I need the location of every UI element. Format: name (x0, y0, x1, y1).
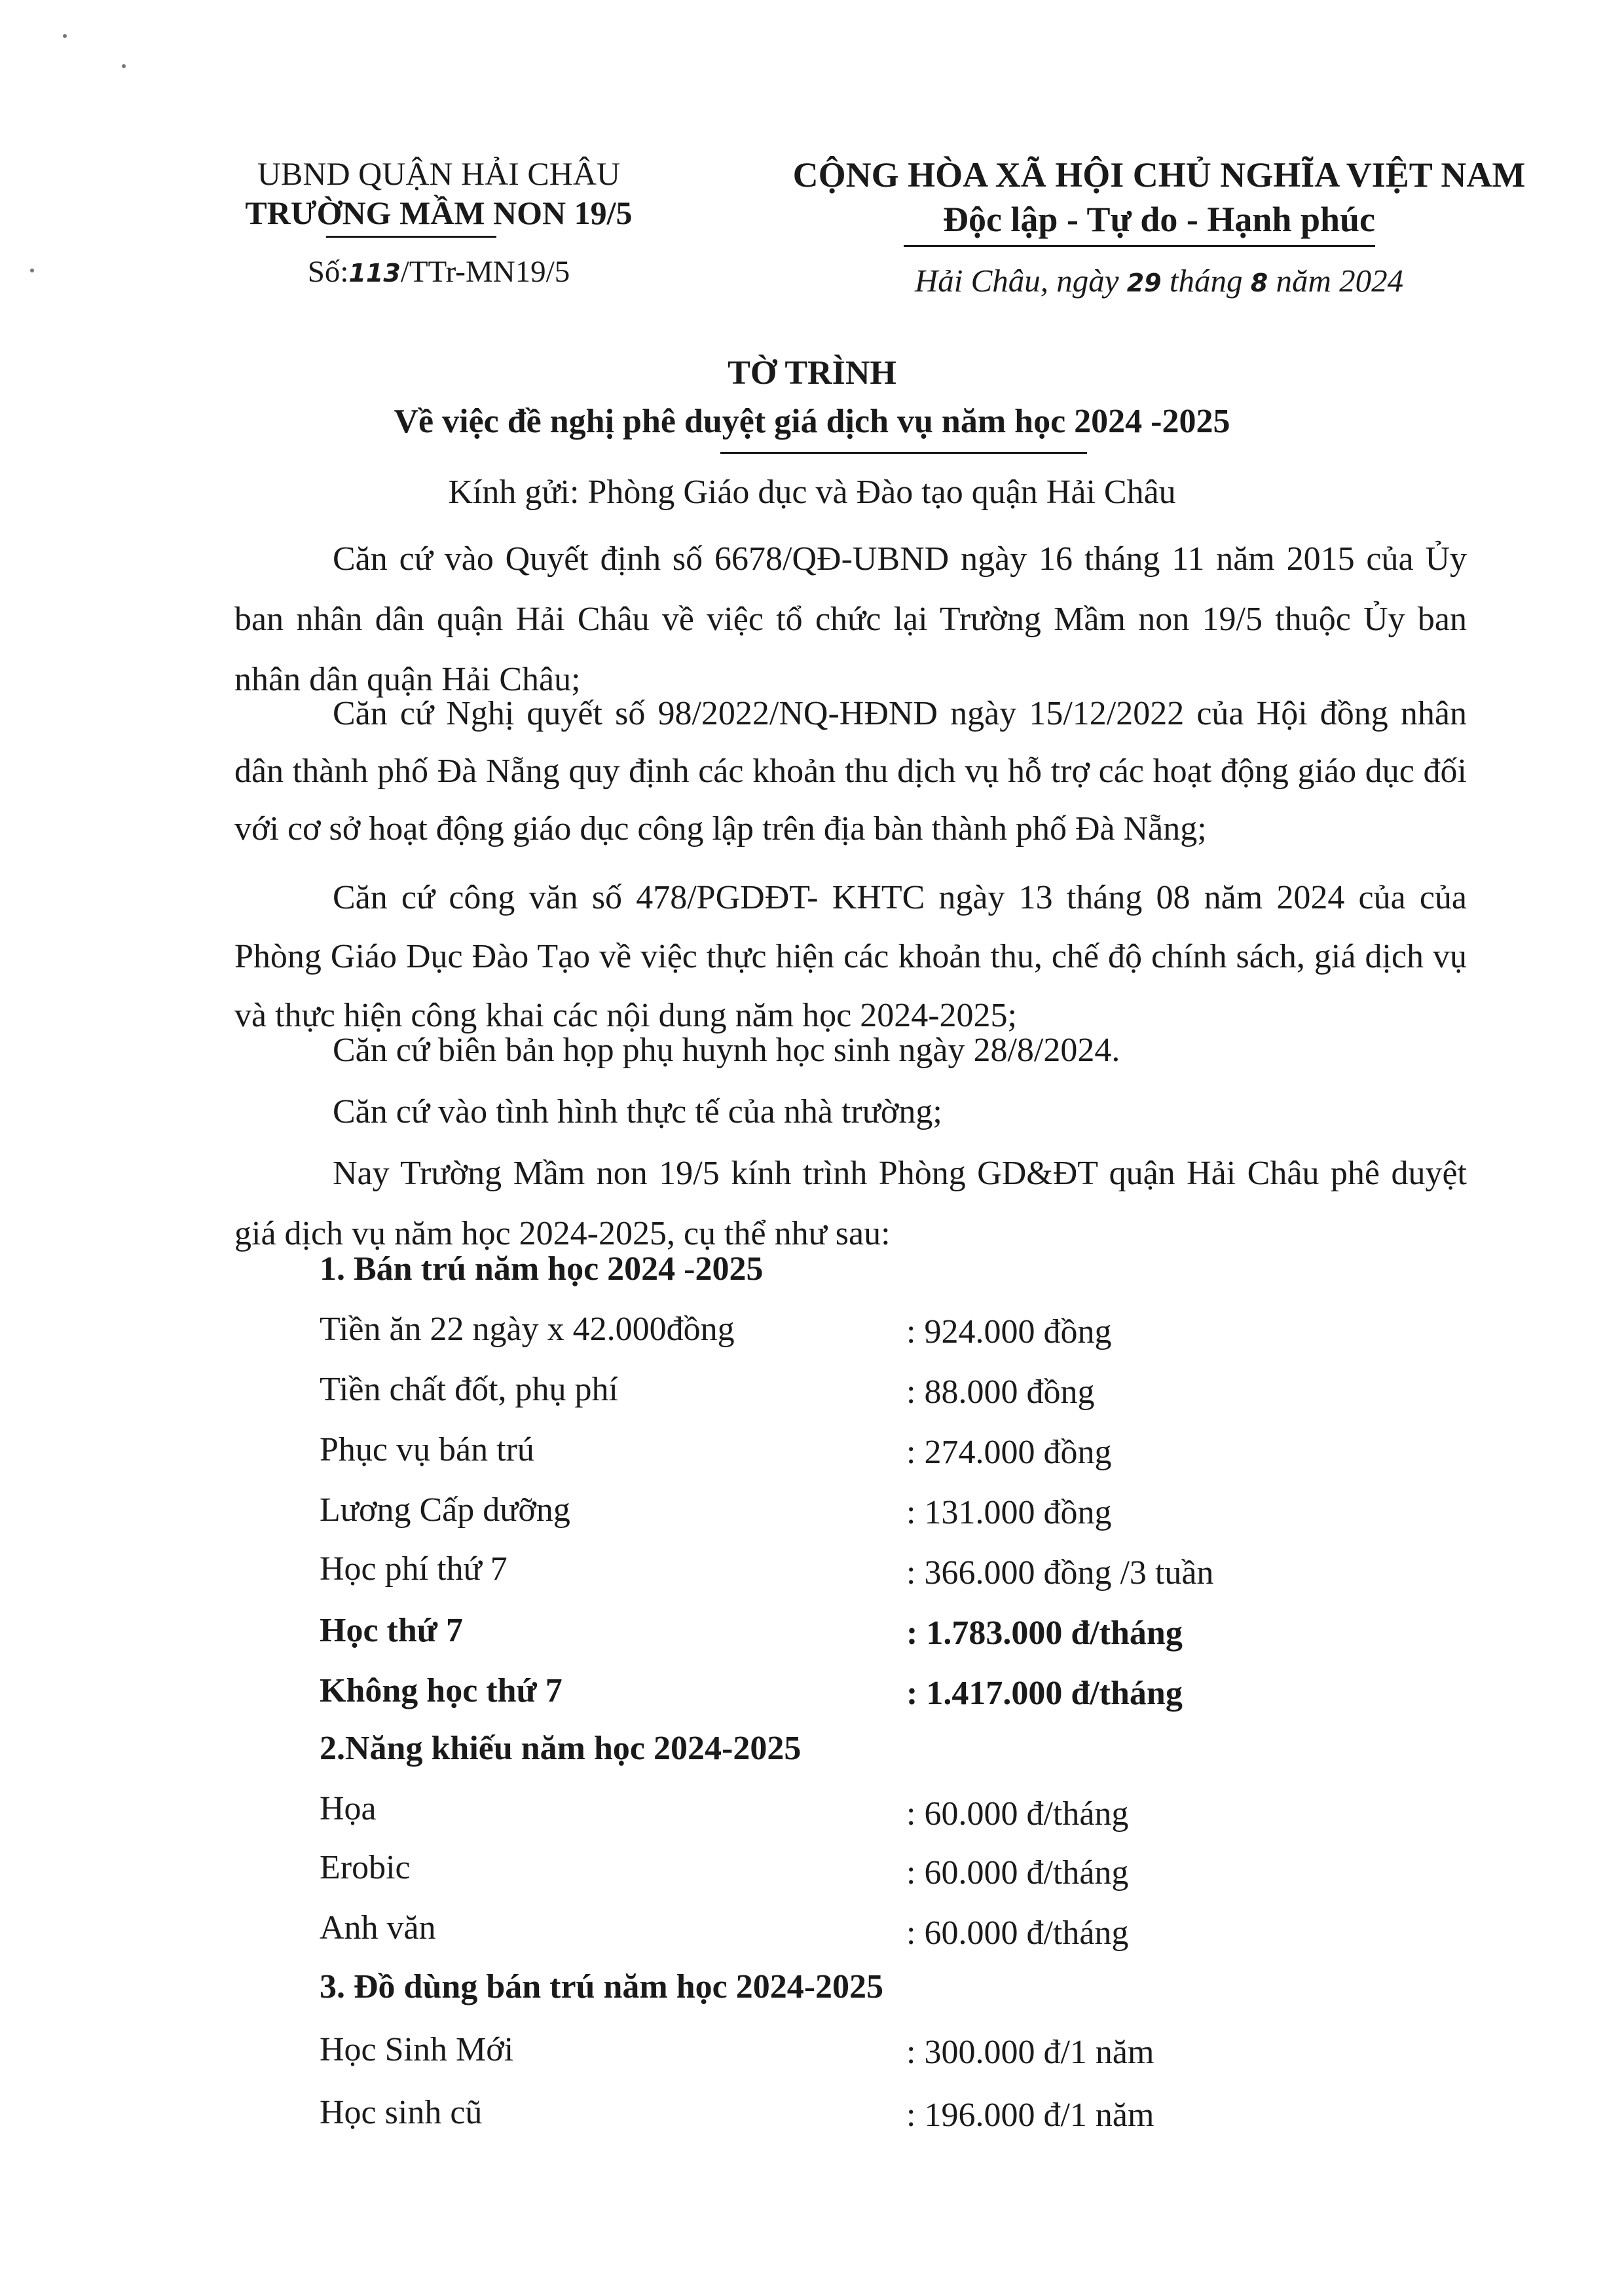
recipient: Kính gửi: Phòng Giáo dục và Đào tạo quận Hải Châu (448, 474, 1176, 511)
fee-label: Học sinh cũ (320, 2094, 483, 2131)
fee-label: Học phí thứ 7 (320, 1550, 507, 1588)
document-number (196, 254, 681, 289)
total-label-no-saturday: Không học thứ 7 (320, 1672, 563, 1709)
paragraph-basis-3: Căn cứ công văn số 478/PGDĐT- KHTC ngày 13 tháng 08 năm 2024 của của Phòng Giáo Dục Đào Tạo về việc thực hiện các khoản thu, chế độ chính sách, giá dịch vụ và thực hiện công khai các nội dung năm học 2024-2025; (234, 879, 1467, 1034)
paragraph-basis-1: Căn cứ vào Quyết định số 6678/QĐ-UBND ngày 16 tháng 11 năm 2015 của Ủy ban nhân dân quận Hải Châu về việc tổ chức lại Trường Mầm non 19/5 thuộc Ủy ban nhân dân quận Hải Châu; (234, 540, 1467, 698)
fee-label: Họa (320, 1790, 377, 1827)
date-month-handwritten: 8 (1250, 269, 1268, 297)
org-line-1: UBND QUẬN HẢI CHÂU (257, 155, 621, 192)
fee-value: : 196.000 đ/1 năm (906, 2097, 1154, 2134)
fee-label: Erobic (320, 1849, 411, 1886)
fee-label: Học Sinh Mới (320, 2031, 514, 2068)
place-date (753, 262, 1565, 299)
document-title: TỜ TRÌNH (728, 354, 896, 392)
fee-label: Lương Cấp dưỡng (320, 1491, 570, 1529)
scan-speck (63, 34, 67, 38)
date-day-handwritten: 29 (1126, 269, 1162, 297)
date-part-3: năm 2024 (1268, 263, 1404, 299)
paragraph-basis-2: Căn cứ Nghị quyết số 98/2022/NQ-HĐND ngày 15/12/2022 của Hội đồng nhân dân thành phố Đà Nẵng quy định các khoản thu dịch vụ hỗ trợ các hoạt động giáo dục đối với cơ sở hoạt động giáo dục công lập trên địa bàn thành phố Đà Nẵng; (234, 695, 1467, 848)
subject-underline (720, 452, 1087, 454)
scan-speck (122, 64, 126, 68)
fee-value: : 300.000 đ/1 năm (906, 2034, 1154, 2071)
section-title-talent: 2.Năng khiếu năm học 2024-2025 (320, 1730, 802, 1767)
fee-value: : 366.000 đồng /3 tuần (906, 1554, 1214, 1592)
fee-value: : 60.000 đ/tháng (906, 1914, 1129, 1952)
total-value-saturday: : 1.783.000 đ/tháng (906, 1614, 1183, 1652)
section-title-boarding: 1. Bán trú năm học 2024 -2025 (320, 1250, 764, 1288)
paragraph-basis-5: Căn cứ vào tình hình thực tế của nhà trường; (333, 1093, 942, 1130)
number-prefix: Số: (307, 255, 349, 289)
total-label-saturday: Học thứ 7 (320, 1612, 463, 1649)
fee-label: Tiền chất đốt, phụ phí (320, 1371, 618, 1408)
fee-value: : 60.000 đ/tháng (906, 1854, 1129, 1892)
scan-speck (30, 269, 34, 272)
motto-underline (904, 245, 1375, 247)
total-value-no-saturday: : 1.417.000 đ/tháng (906, 1675, 1183, 1712)
fee-value: : 274.000 đồng (906, 1434, 1112, 1471)
nation-title: CỘNG HÒA XÃ HỘI CHỦ NGHĨA VIỆT NAM (792, 155, 1526, 195)
org-line-2: TRƯỜNG MẦM NON 19/5 (245, 195, 633, 231)
paragraph-request: Nay Trường Mầm non 19/5 kính trình Phòng GD&ĐT quận Hải Châu phê duyệt giá dịch vụ năm học 2024-2025, cụ thể như sau: (234, 1155, 1467, 1252)
fee-value: : 131.000 đồng (906, 1494, 1112, 1531)
fee-value: : 924.000 đồng (906, 1313, 1112, 1351)
fee-label: Phục vụ bán trú (320, 1431, 534, 1468)
number-handwritten: 113 (348, 259, 401, 288)
date-part-1: Hải Châu, ngày (914, 263, 1127, 299)
fee-label: Tiền ăn 22 ngày x 42.000đồng (320, 1311, 735, 1348)
org-underline (326, 236, 496, 238)
fee-value: : 88.000 đồng (906, 1373, 1095, 1411)
fee-label: Anh văn (320, 1909, 436, 1947)
document-subject: Về việc đề nghị phê duyệt giá dịch vụ năm học 2024 -2025 (394, 403, 1230, 440)
motto: Độc lập - Tự do - Hạnh phúc (942, 200, 1376, 239)
fee-value: : 60.000 đ/tháng (906, 1795, 1129, 1833)
paragraph-basis-4: Căn cứ biên bản họp phụ huynh học sinh ngày 28/8/2024. (333, 1032, 1120, 1069)
section-title-supplies: 3. Đồ dùng bán trú năm học 2024-2025 (320, 1968, 884, 2005)
date-part-2: tháng (1161, 263, 1251, 299)
number-suffix: /TTr-MN19/5 (400, 255, 570, 289)
